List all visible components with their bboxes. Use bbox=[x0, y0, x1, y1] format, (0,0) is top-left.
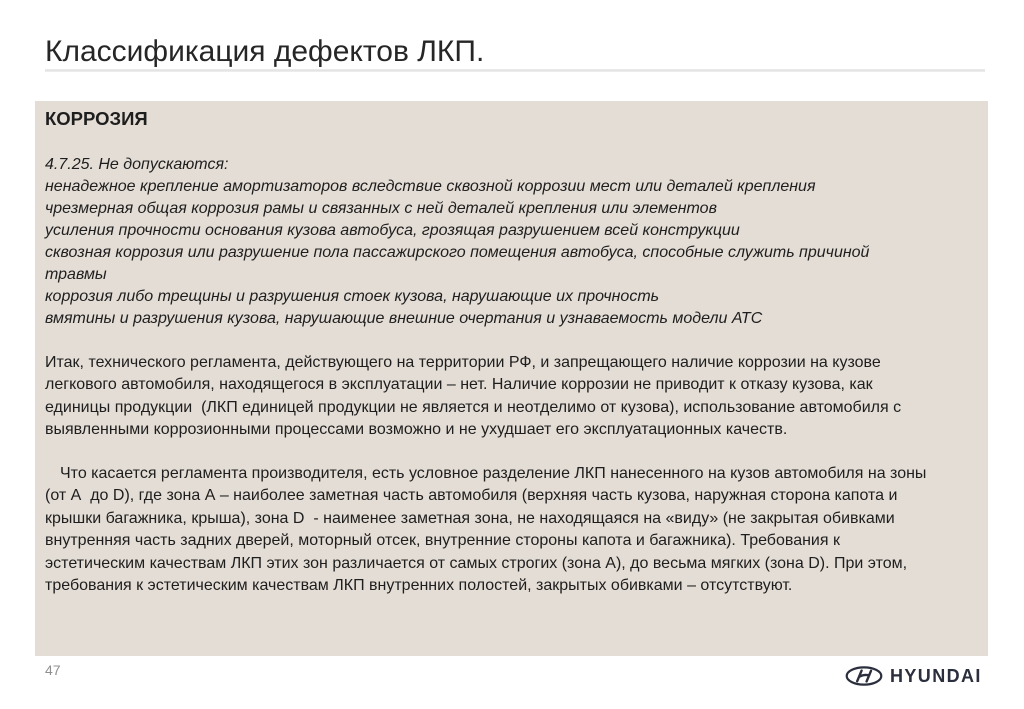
content-panel bbox=[35, 101, 988, 656]
paragraph-line: выявленными коррозионными процессами возможно и не ухудшает его эксплуатационных качеств. bbox=[45, 421, 788, 439]
paragraph-line: единицы продукции (ЛКП единицей продукции не является и неотделимо от кузова), использование автомобиля с bbox=[45, 398, 902, 416]
paragraph-line: внутренняя часть задних дверей, моторный отсек, внутренние стороны капота и багажника). Требования к bbox=[45, 532, 840, 550]
paragraph-conclusion bbox=[45, 352, 982, 442]
regulation-line: усиления прочности основания кузова автобуса, грозящая разрушением всей конструкции bbox=[45, 222, 740, 239]
paragraph-line: (от А до D), где зона А – наиболее заметная часть автомобиля (верхняя часть кузова, наружная сторона капота и bbox=[45, 487, 898, 505]
title-divider bbox=[45, 69, 985, 72]
paragraph-line: Что касается регламента производителя, есть условное разделение ЛКП нанесенного на кузов автомобиля на зоны bbox=[60, 465, 927, 482]
paragraph-line: крышки багажника, крыша), зона D - наименее заметная зона, не находящаяся на «виду» (не закрытая обивками bbox=[45, 509, 895, 527]
page-number: 47 bbox=[45, 662, 61, 678]
regulation-line: ненадежное крепление амортизаторов вследствие сквозной коррозии мест или деталей крепления bbox=[45, 178, 816, 195]
regulation-line: 4.7.25. Не допускаются: bbox=[45, 156, 229, 173]
slide-title: Классификация дефектов ЛКП. bbox=[45, 35, 485, 68]
regulation-line: коррозия либо трещины и разрушения стоек кузова, нарушающие их прочность bbox=[45, 288, 660, 305]
paragraph-line: легкового автомобиля, находящегося в эксплуатации – нет. Наличие коррозии не приводит к отказу кузова, как bbox=[45, 376, 873, 394]
hyundai-emblem-icon bbox=[845, 666, 883, 686]
regulation-list bbox=[45, 154, 982, 330]
hyundai-logo bbox=[845, 665, 982, 687]
logo-wordmark: HYUNDAI bbox=[890, 666, 982, 686]
paragraph-line: Итак, технического регламента, действующего на территории РФ, и запрещающего наличие коррозии на кузове bbox=[45, 354, 881, 371]
regulation-line: травмы bbox=[45, 266, 107, 283]
paragraph-line: эстетическим качествам ЛКП этих зон различается от самых строгих (зона А), до весьма мягких (зона D). При этом, bbox=[45, 554, 908, 572]
paragraph-manufacturer-zones bbox=[45, 463, 982, 597]
regulation-line: чрезмерная общая коррозия рамы и связанных с ней деталей крепления или элементов bbox=[45, 200, 717, 217]
regulation-line: вмятины и разрушения кузова, нарушающие внешние очертания и узнаваемость модели АТС bbox=[45, 310, 763, 327]
regulation-line: сквозная коррозия или разрушение пола пассажирского помещения автобуса, способные служить причиной bbox=[45, 244, 870, 261]
section-heading: КОРРОЗИЯ bbox=[45, 108, 148, 129]
paragraph-line: требования к эстетическим качествам ЛКП внутренних полостей, закрытых обивками – отсутствуют. bbox=[45, 577, 793, 595]
